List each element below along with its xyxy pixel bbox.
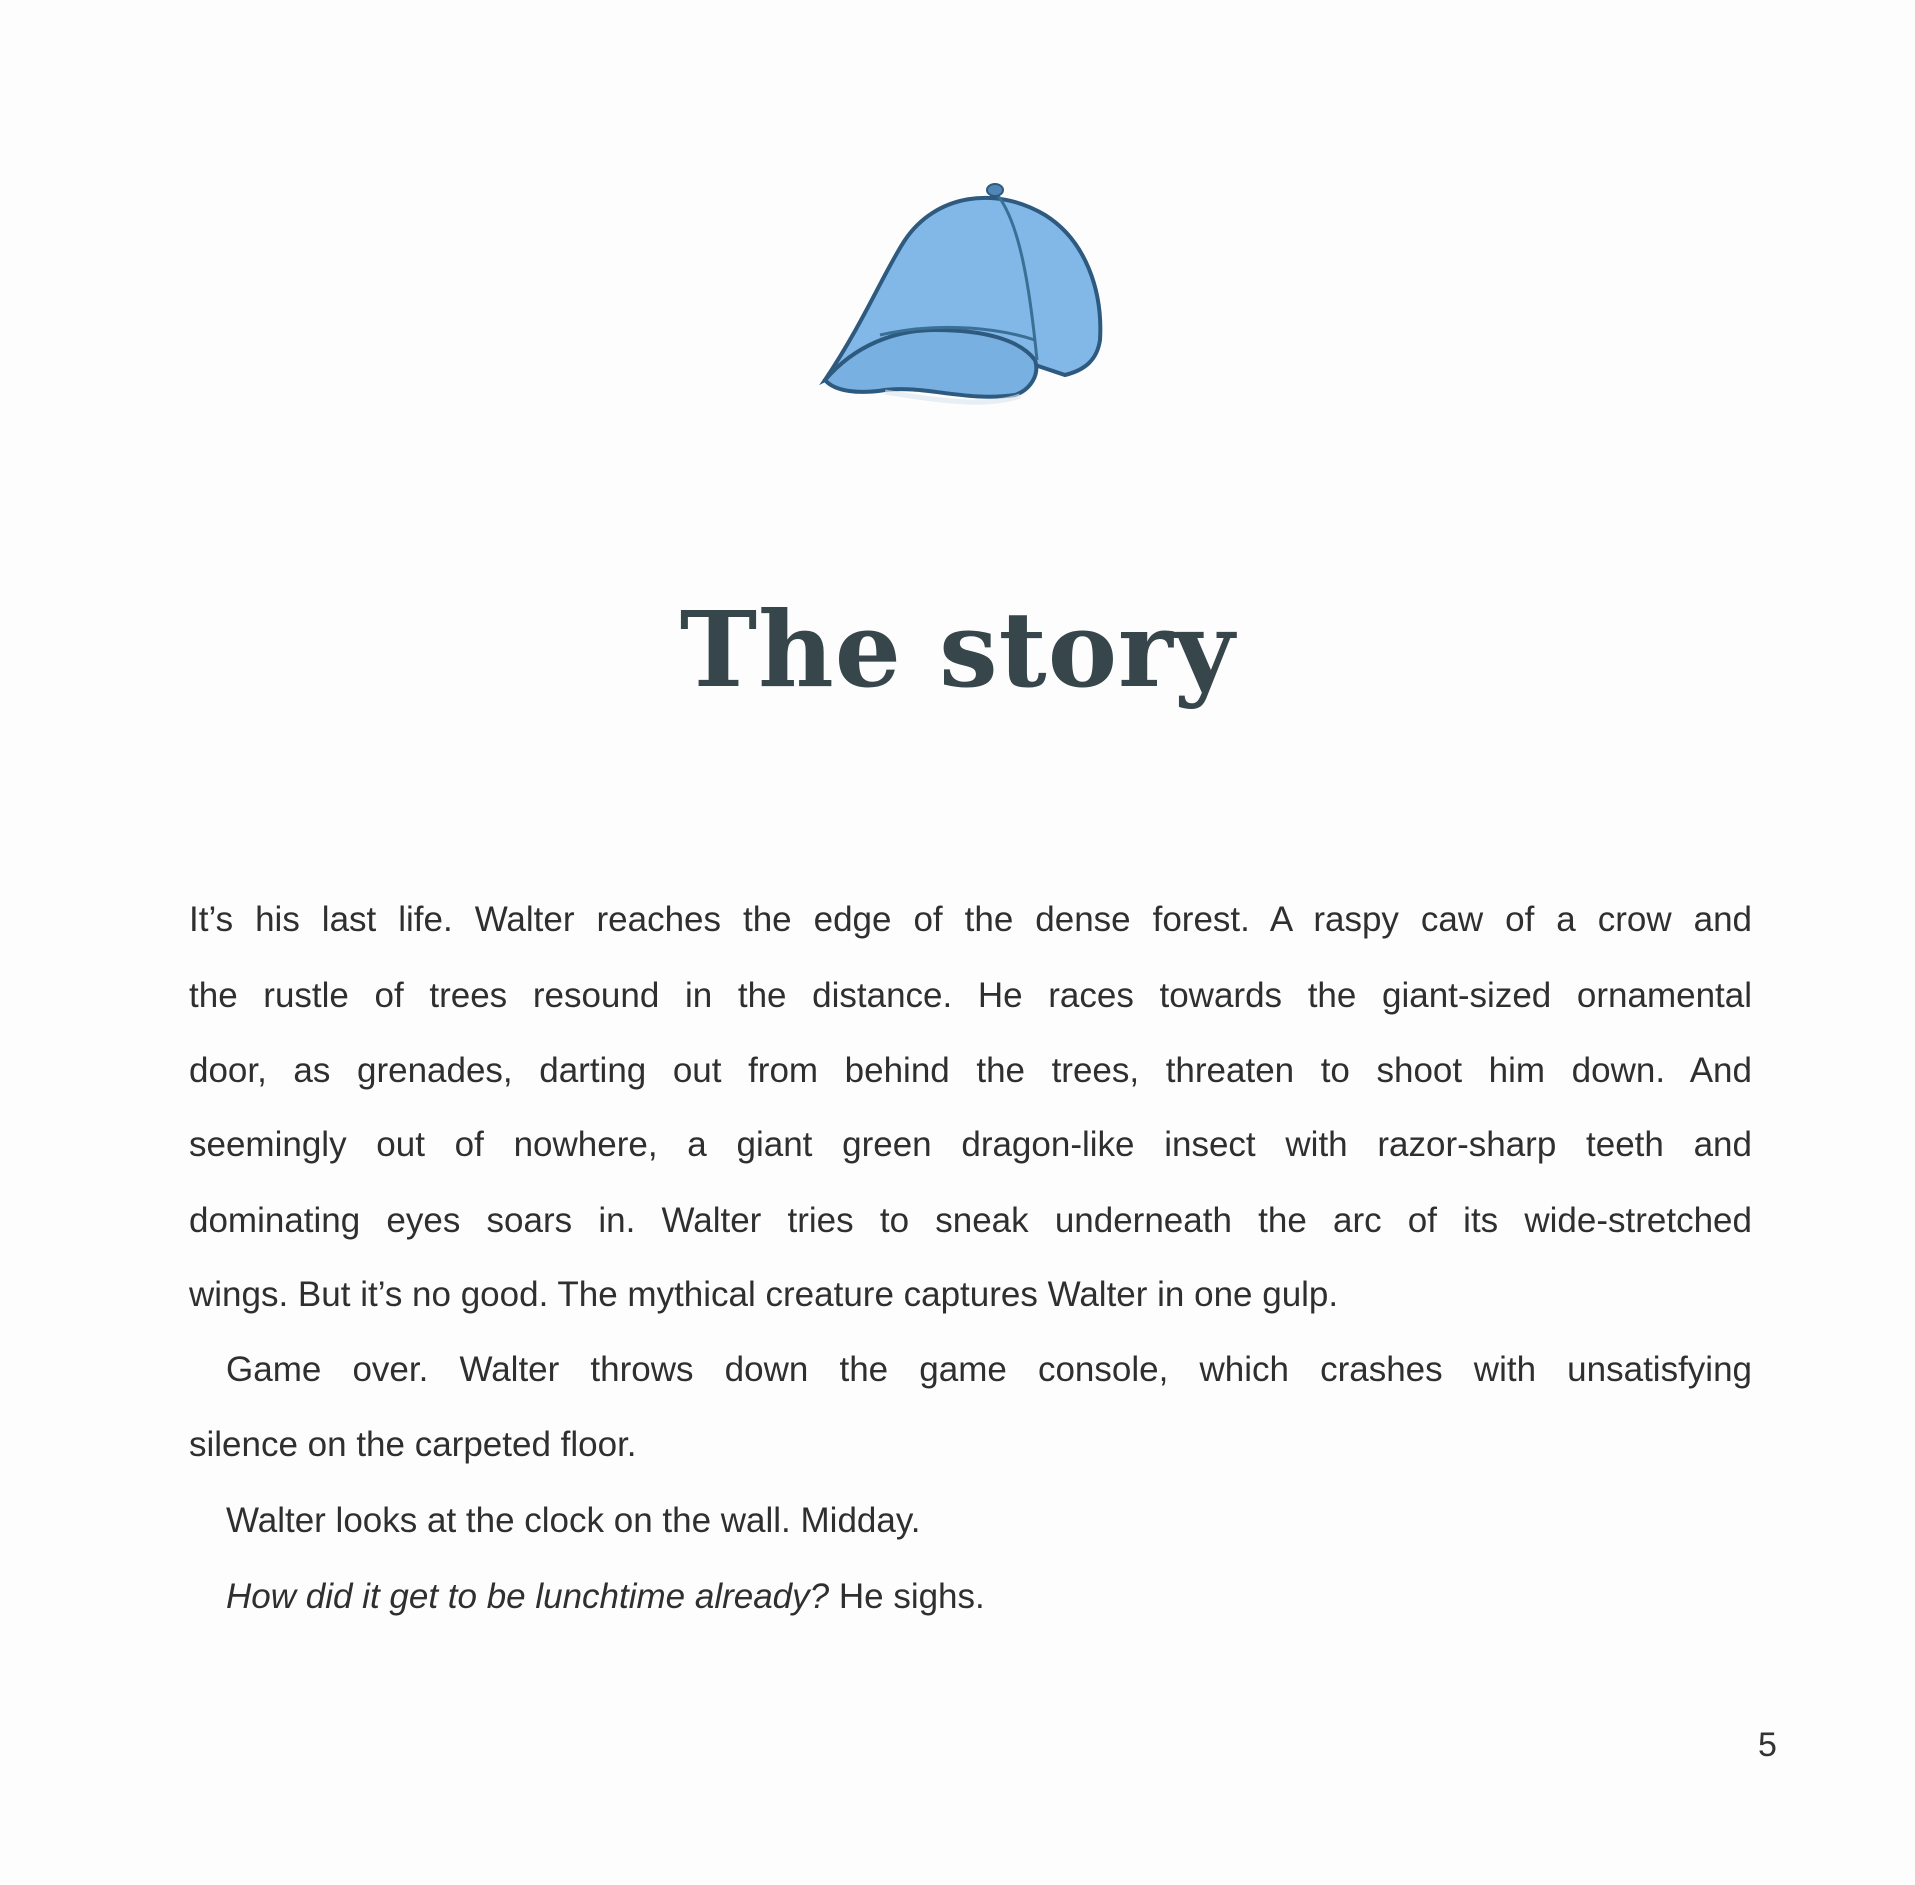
- body-line: wings. But it’s no good. The mythical creature captures Walter in one gulp.: [189, 1275, 1339, 1314]
- baseball-cap-illustration: [805, 170, 1115, 415]
- italic-thought: How did it get to be lunchtime already?: [226, 1577, 830, 1616]
- page-number: 5: [1758, 1726, 1777, 1764]
- body-line: It’s his last life. Walter reaches the edge of the dense forest. A raspy caw of a crow and: [189, 900, 1752, 939]
- body-line: dominating eyes soars in. Walter tries to sneak underneath the arc of its wide-stretched: [189, 1201, 1752, 1240]
- body-text: He sighs.: [829, 1577, 985, 1616]
- body-line: Walter looks at the clock on the wall. Midday.: [226, 1501, 921, 1540]
- body-line: Game over. Walter throws down the game console, which crashes with unsatisfying: [226, 1350, 1752, 1389]
- page-title: The story: [679, 588, 1236, 711]
- body-line-last: [226, 1575, 1752, 1619]
- body-line: the rustle of trees resound in the distance. He races towards the giant-sized ornamental: [189, 976, 1752, 1015]
- body-line: silence on the carpeted floor.: [189, 1425, 637, 1464]
- body-line: door, as grenades, darting out from behind the trees, threaten to shoot him down. And: [189, 1051, 1752, 1090]
- body-line: seemingly out of nowhere, a giant green dragon-like insect with razor-sharp teeth and: [189, 1125, 1752, 1164]
